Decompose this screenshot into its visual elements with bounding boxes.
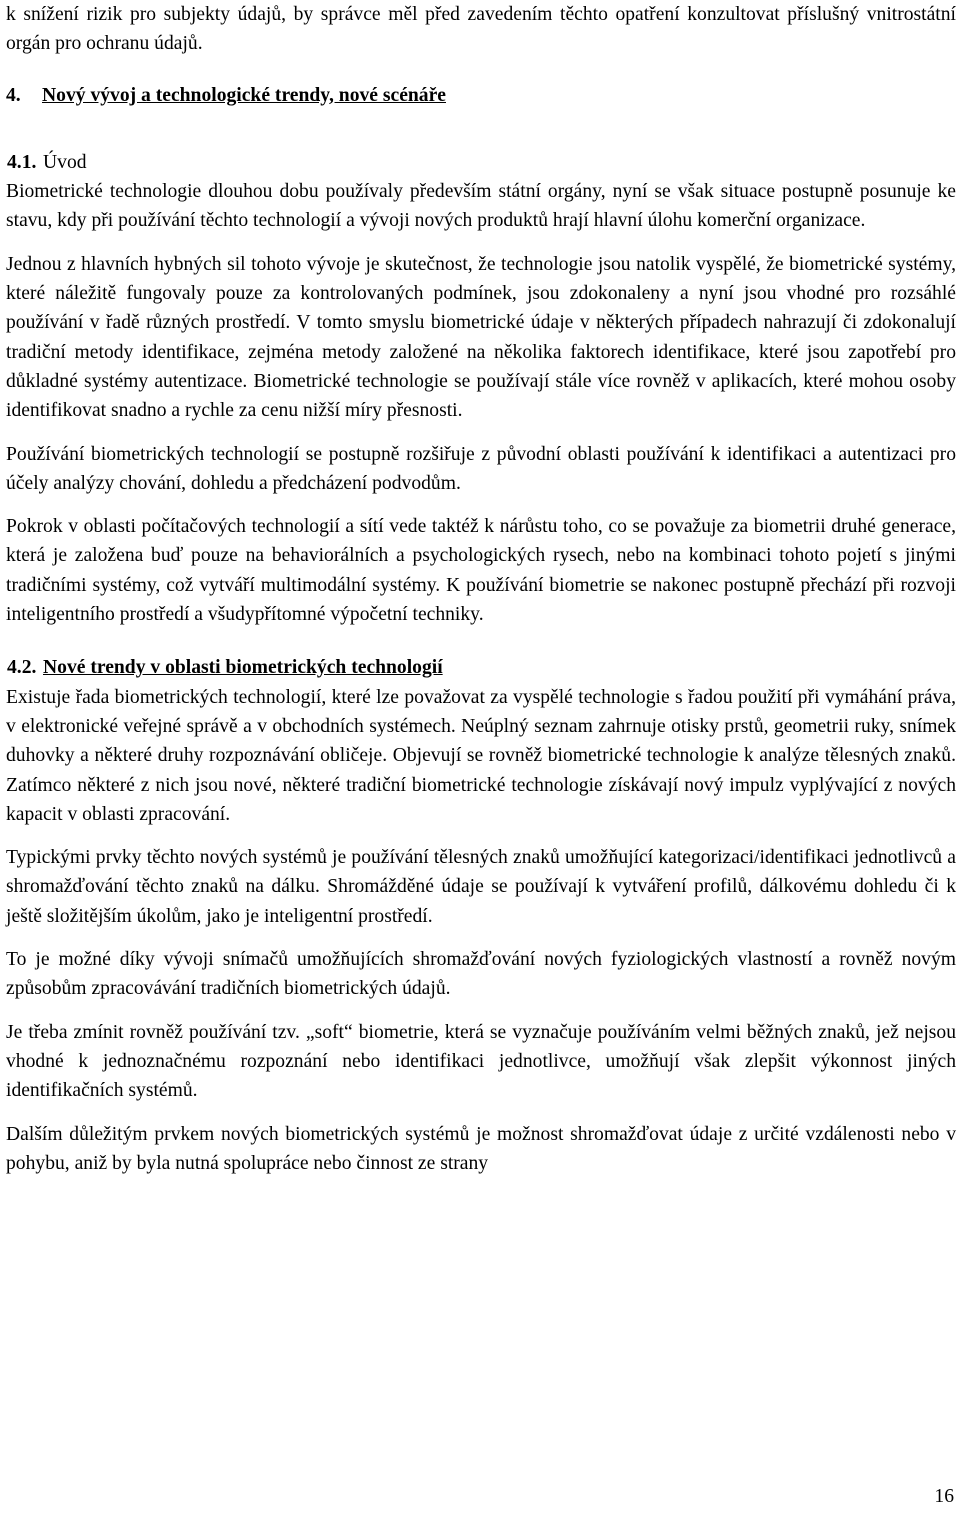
section-4-2-paragraph: Typickými prvky těchto nových systémů je používání tělesných znaků umožňující kategorizaci/identifikaci jednotlivců a shromažďování těchto znaků na dálku. Shromážděné údaje se používají k vytváření profilů, dálkovému dohledu či k ještě složitějším úkolům, jako je inteligentní prostředí.	[6, 847, 956, 927]
section-4-1-paragraph: Pokrok v oblasti počítačových technologií a sítí vede taktéž k nárůstu toho, co se považuje za biometrii druhé generace, která je založena buď pouze na behaviorálních a psychologických rysech, nebo na kombinaci tohoto pojetí s jinými tradičními systémy, což vytváří multimodální systémy. K používání biometrie se nakonec postupně přechází při rozvoji inteligentního prostředí a všudypřítomné výpočetní techniky.	[6, 516, 956, 626]
section-4-2-paragraph: Je třeba zmínit rovněž používání tzv. „soft“ biometrie, která se vyznačuje používáním velmi běžných znaků, jež nejsou vhodné k jednoznačnému rozpoznání nebo identifikaci jednotlivce, umožňují však zlepšit výkonnost jiných identifikačních systémů.	[6, 1021, 956, 1102]
section-4-heading	[6, 81, 956, 110]
section-4-1-paragraph: Biometrické technologie dlouhou dobu používaly především státní orgány, nyní se však situace postupně posunuje ke stavu, kdy při používání těchto technologií a vývoji nových produktů hrají hlavní úlohu komerční organizace.	[6, 181, 956, 232]
section-4-1-paragraph: Jednou z hlavních hybných sil tohoto vývoje je skutečnost, že technologie jsou natolik vyspělé, že biometrické systémy, které náležitě fungovaly pouze za kontrolovaných podmínek, jsou zdokonaleny a nyní jsou vhodné pro rozsáhlé používání v řadě různých prostředí. V tomto smyslu biometrické údaje v některých případech nahrazují či zdokonalují tradiční metody identifikace, zejména metody založené na několika faktorech identifikace, které jsou zapotřebí pro důkladné systémy autentizace. Biometrické technologie se používají stále více rovněž v aplikacích, které mohou osoby identifikovat snadno a rychle za cenu nižší míry přesnosti.	[6, 253, 956, 422]
section-4-2-paragraph: To je možné díky vývoji snímačů umožňujících shromažďování nových fyziologických vlastností a rovněž novým způsobům zpracovávání tradičních biometrických údajů.	[6, 949, 956, 1000]
document-page	[6, 0, 956, 1178]
section-4-2-paragraph: Existuje řada biometrických technologií, které lze považovat za vyspělé technologie s řadou použití při vymáhání práva, v elektronické veřejné správě a v obchodních systémech. Neúplný seznam zahrnuje otisky prstů, geometrii ruky, snímek duhovky a některé druhy rozpoznávání obličeje. Objevují se rovněž biometrické technologie k analýze tělesných znaků. Zatímco některé z nich jsou nové, některé tradiční biometrické technologie získávají nový impulz vyplývající z nových kapacit v oblasti zpracování.	[6, 686, 956, 825]
section-4-title: Nový vývoj a technologické trendy, nové scénáře	[42, 84, 446, 106]
section-4-2-title: Nové trendy v oblasti biometrických technologií	[43, 657, 443, 679]
section-4-1-heading	[7, 148, 956, 177]
section-4-2-number: 4.2.	[7, 657, 37, 679]
section-4-1-number: 4.1.	[7, 151, 37, 173]
section-4-2-heading	[7, 653, 956, 682]
section-4-2-paragraph: Dalším důležitým prvkem nových biometrických systémů je možnost shromažďovat údaje z určité vzdálenosti nebo v pohybu, aniž by byla nutná spolupráce nebo činnost ze strany	[6, 1123, 956, 1174]
page-number: 16	[934, 1486, 954, 1507]
section-4-1-title: Úvod	[43, 151, 87, 173]
section-4-number: 4.	[6, 84, 21, 106]
section-4-1-paragraph: Používání biometrických technologií se postupně rozšiřuje z původní oblasti používání k identifikaci a autentizaci pro účely analýzy chování, dohledu a předcházení podvodům.	[6, 443, 956, 494]
intro-paragraph: k snížení rizik pro subjekty údajů, by správce měl před zavedením těchto opatření konzultovat příslušný vnitrostátní orgán pro ochranu údajů.	[6, 4, 956, 55]
